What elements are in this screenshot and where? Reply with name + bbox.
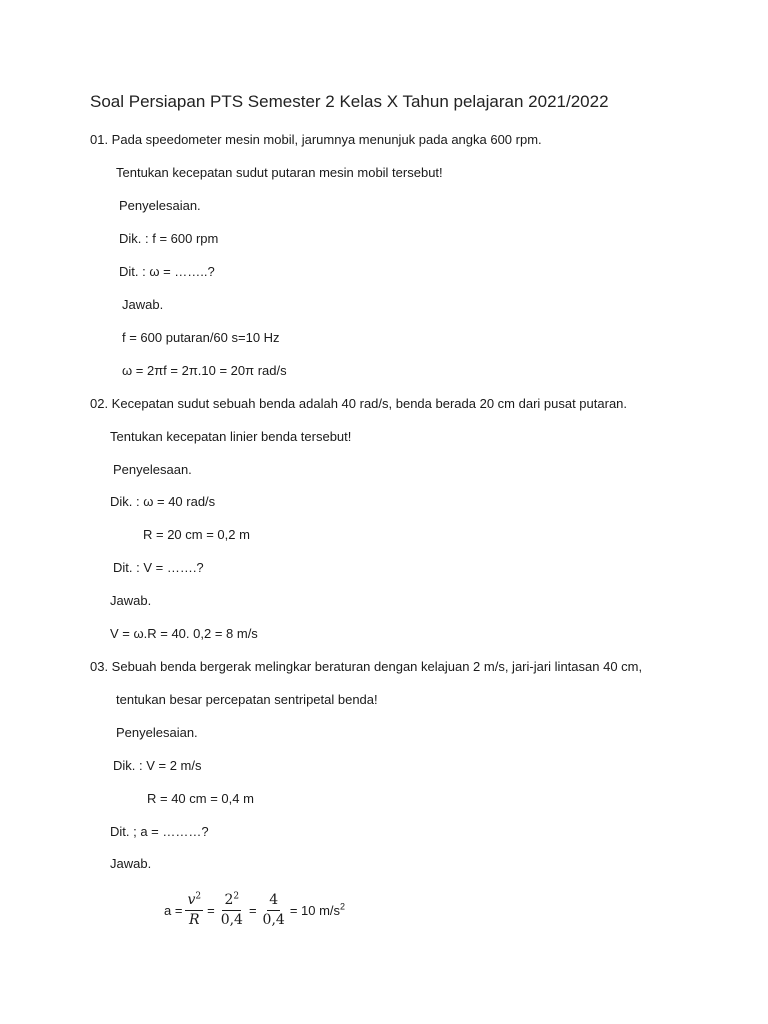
question-2-known-2: R = 20 cm = 0,2 m xyxy=(143,527,250,542)
base-number: 2 xyxy=(224,891,234,908)
question-3-solution-label: Penyelesaian. xyxy=(116,725,198,740)
fraction-numerator xyxy=(222,892,241,911)
question-1-answer-label: Jawab. xyxy=(122,297,164,312)
question-2-known-1: Dik. : ω = 40 rad/s xyxy=(110,494,216,509)
exponent: 2 xyxy=(340,901,346,912)
exponent: 2 xyxy=(233,890,240,901)
fraction-numerator: 4 xyxy=(267,892,280,911)
equals-sign: = xyxy=(248,902,257,918)
formula-result xyxy=(290,903,345,918)
question-1-known: Dik. : f = 600 rpm xyxy=(119,231,219,246)
question-3-text: 03. Sebuah benda bergerak melingkar beraturan dengan kelajuan 2 m/s, jari-jari lintasan 40 cm, xyxy=(90,659,643,674)
equals-sign: = xyxy=(207,902,215,918)
question-2-asked: Dit. : V = …….? xyxy=(113,560,204,575)
result-value: = 10 m/s xyxy=(289,902,341,918)
question-2-step-1: V = ω.R = 40. 0,2 = 8 m/s xyxy=(110,626,258,641)
question-2-task: Tentukan kecepatan linier benda tersebut! xyxy=(110,429,352,444)
page-title: Soal Persiapan PTS Semester 2 Kelas X Tahun pelajaran 2021/2022 xyxy=(90,92,609,111)
fraction-numerator xyxy=(185,892,203,911)
fraction-two-squared-over-radius xyxy=(219,892,245,929)
velocity-symbol: v xyxy=(187,891,196,908)
question-3-task: tentukan besar percepatan sentripetal benda! xyxy=(116,692,378,707)
fraction-denominator: 0,4 xyxy=(262,911,285,928)
question-2-solution-label: Penyelesaan. xyxy=(113,462,192,477)
fraction-denominator: 0,4 xyxy=(220,911,243,928)
question-1-step-2: ω = 2πf = 2π.10 = 20π rad/s xyxy=(122,363,287,378)
exponent: 2 xyxy=(195,890,202,901)
question-1-step-1: f = 600 putaran/60 s=10 Hz xyxy=(122,330,280,345)
question-3-answer-label: Jawab. xyxy=(110,856,152,871)
fraction-four-over-radius xyxy=(261,892,287,929)
formula-lhs: a = xyxy=(164,902,183,918)
question-3-known-2: R = 40 cm = 0,4 m xyxy=(147,791,254,806)
question-1-text: 01. Pada speedometer mesin mobil, jarumnya menunjuk pada angka 600 rpm. xyxy=(90,132,542,147)
fraction-denominator: R xyxy=(188,911,200,928)
question-3-asked: Dit. ; a = ………? xyxy=(110,824,209,839)
question-2-answer-label: Jawab. xyxy=(110,593,152,608)
centripetal-acceleration-formula xyxy=(164,888,345,932)
fraction-v-squared-over-r xyxy=(185,892,203,929)
question-2-text: 02. Kecepatan sudut sebuah benda adalah 40 rad/s, benda berada 20 cm dari pusat putaran. xyxy=(90,396,628,411)
question-1-asked: Dit. : ω = ……..? xyxy=(119,264,215,279)
question-1-task: Tentukan kecepatan sudut putaran mesin mobil tersebut! xyxy=(116,165,443,180)
question-3-known-1: Dik. : V = 2 m/s xyxy=(113,758,202,773)
question-1-solution-label: Penyelesaian. xyxy=(119,198,201,213)
